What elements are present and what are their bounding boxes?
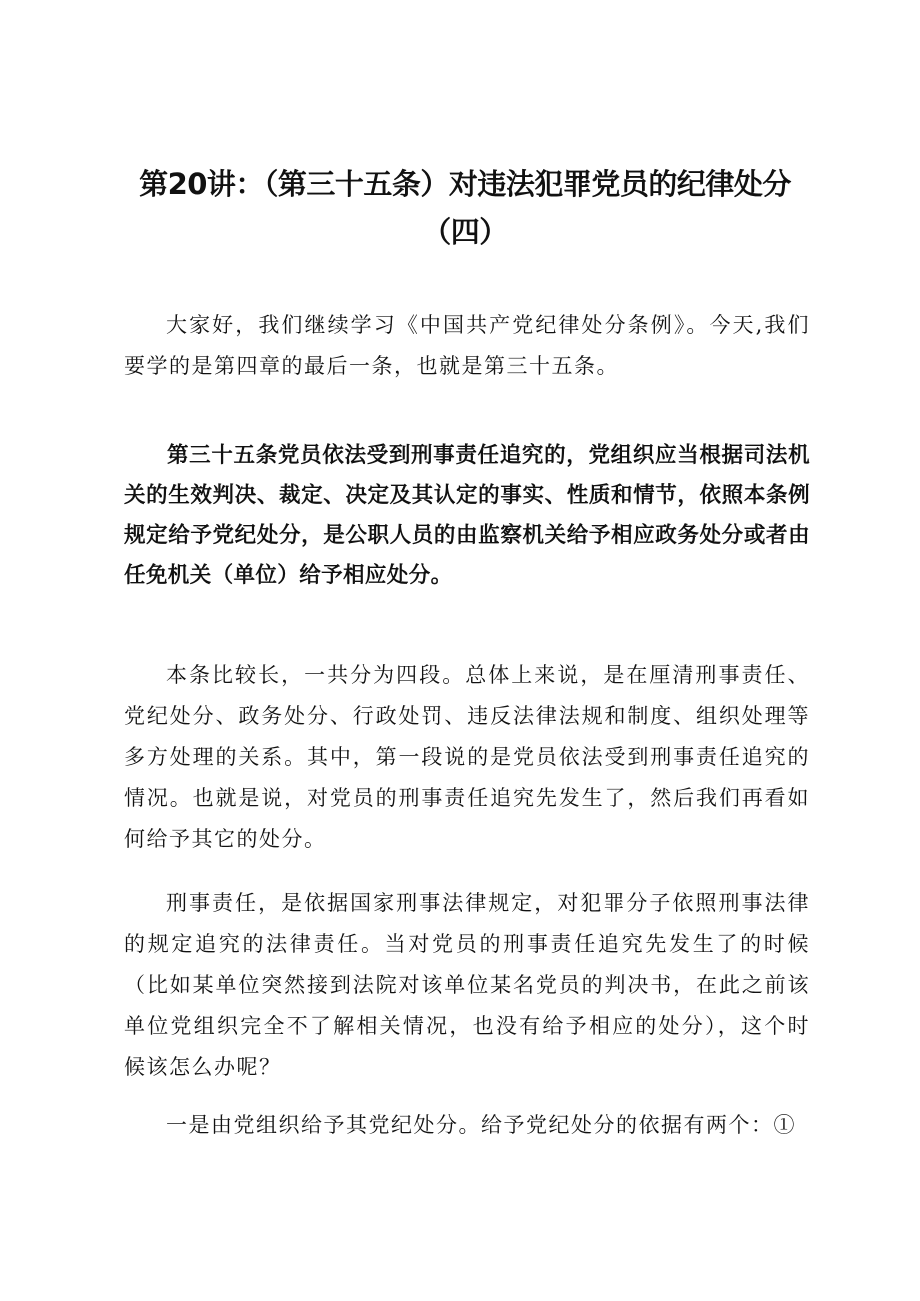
explanation-paragraph-2: 刑事责任，是依据国家刑事法律规定，对犯罪分子依照刑事法律的规定追究的法律责任。当对党员的刑事责任追究先发生了的时候（比如某单位突然接到法院对该单位某名党员的判决书，在此之前该单位党组织完全不了解相关情况，也没有给予相应的处分），这个时候该怎么办呢？ xyxy=(124,891,810,1079)
article-text-paragraph: 第三十五条党员依法受到刑事责任追究的，党组织应当根据司法机关的生效判决、裁定、决定及其认定的事实、性质和情节，依照本条例规定给予党纪处分，是公职人员的由监察机关给予相应政务处分或者由任免机关（单位）给予相应处分。 xyxy=(124,443,810,588)
explanation-paragraph-1: 本条比较长，一共分为四段。总体上来说，是在厘清刑事责任、党纪处分、政务处分、行政处罚、违反法律法规和制度、组织处理等多方处理的关系。其中，第一段说的是党员依法受到刑事责任追究的情况。也就是说，对党员的刑事责任追究先发生了，然后我们再看如何给予其它的处分。 xyxy=(124,663,810,851)
explanation-paragraph-3: 一是由党组织给予其党纪处分。给予党纪处分的依据有两个：① xyxy=(166,1113,796,1137)
intro-paragraph: 大家好，我们继续学习《中国共产党纪律处分条例》。今天,我们要学的是第四章的最后一条，也就是第三十五条。 xyxy=(124,313,810,378)
document-title: 第20讲：（第三十五条）对违法犯罪党员的纪律处分（四） xyxy=(139,167,791,249)
